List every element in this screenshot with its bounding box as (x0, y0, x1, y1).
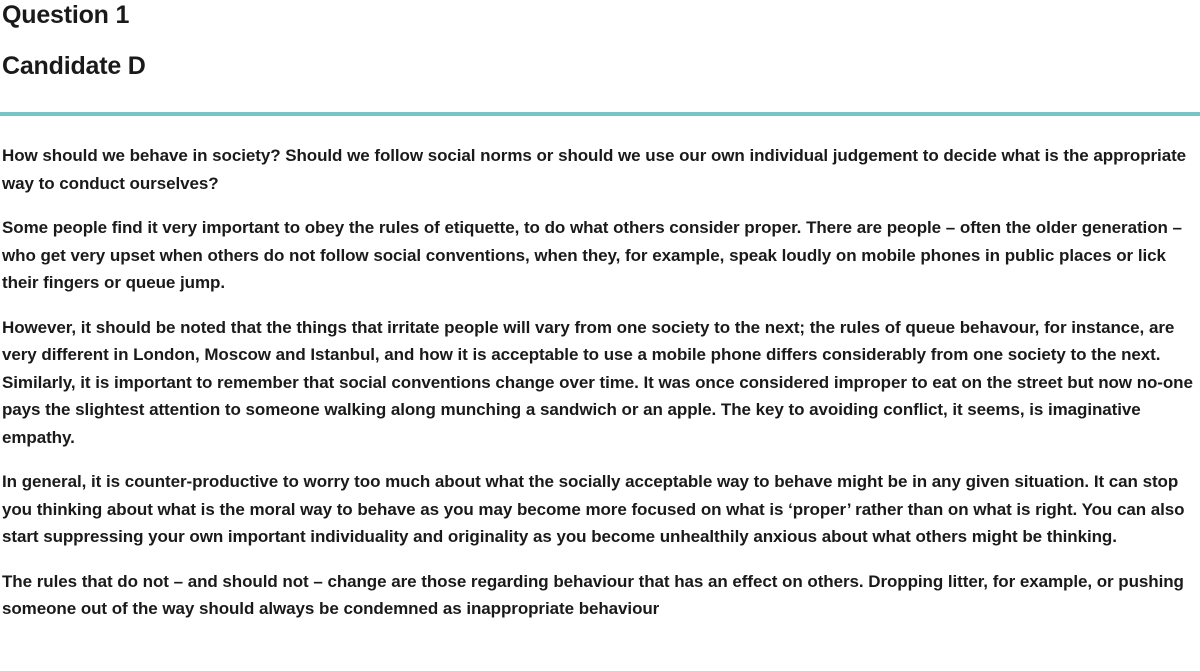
heading-block (2, 3, 1198, 79)
paragraph: In general, it is counter-productive to worry too much about what the socially acceptable way to behave might be in any given situation. It can stop you thinking about what is the moral way to behave as you may become more focused on what is ‘proper’ rather than on what is right. You can also start suppressing your own important individuality and originality as you become unhealthily anxious about what others might be thinking. (2, 472, 1185, 547)
horizontal-divider (0, 112, 1200, 116)
essay-body (2, 142, 1198, 623)
paragraph: How should we behave in society? Should we follow social norms or should we use our own individual judgement to decide what is the appropriate way to conduct ourselves? (2, 146, 1187, 193)
page-title-question: Question 1 (2, 1, 130, 29)
page-subtitle-candidate: Candidate D (2, 52, 146, 80)
paragraph: However, it should be noted that the things that irritate people will vary from one society to the next; the rules of queue behavour, for instance, are very different in London, Moscow and Istanbul, and how it is acceptable to use a mobile phone differs considerably from one society to the next. Similarly, it is important to remember that social conventions change over time. It was once considered improper to eat on the street but now no-one pays the slightest attention to someone walking along munching a sandwich or an apple. The key to avoiding conflict, it seems, is imaginative empathy. (2, 317, 1193, 447)
paragraph: Some people find it very important to obey the rules of etiquette, to do what others consider proper. There are people – often the older generation – who get very upset when others do not follow social conventions, when they, for example, speak loudly on mobile phones in public places or lick their fingers or queue jump. (2, 218, 1182, 293)
paragraph: The rules that do not – and should not – change are those regarding behaviour that has an effect on others. Dropping litter, for example, or pushing someone out of the way should always be condemned as inappropriate behaviour (2, 571, 1184, 619)
